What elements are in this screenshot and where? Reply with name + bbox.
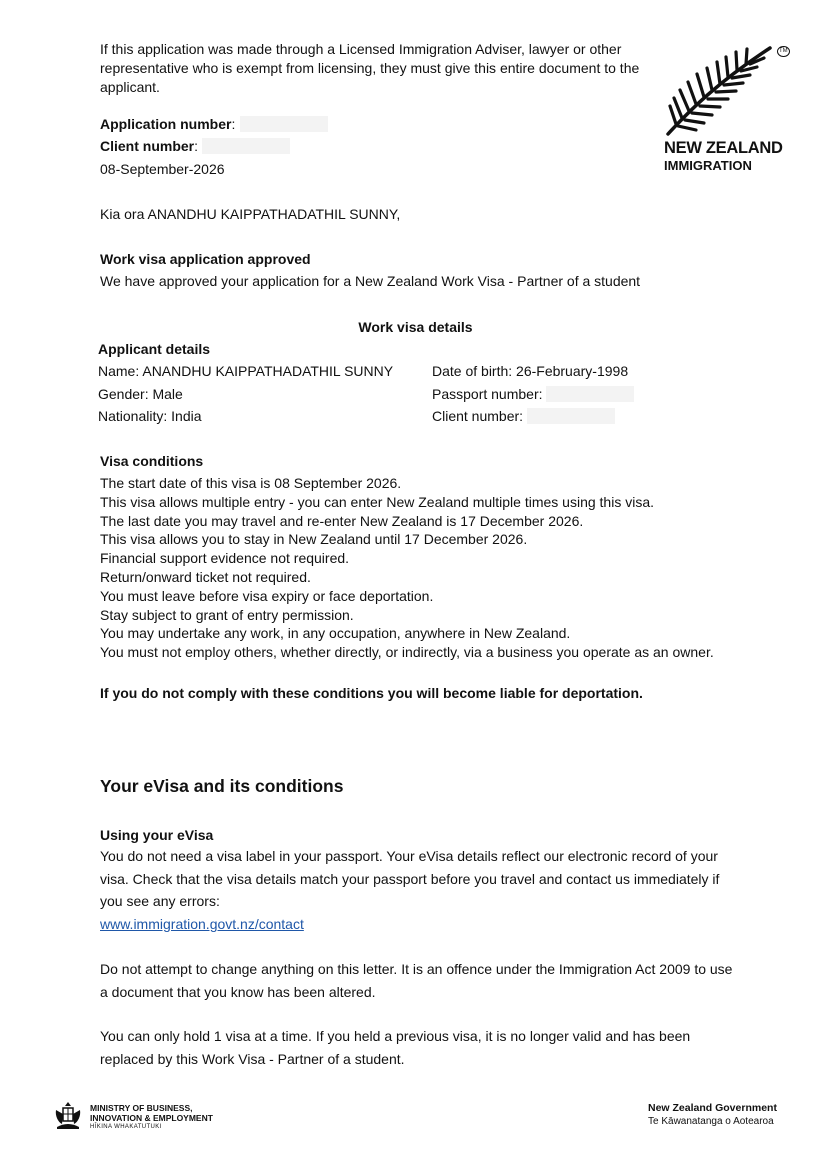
applicant-dob: Date of birth: 26-February-1998 [432,363,629,379]
contact-link[interactable]: www.immigration.govt.nz/contact [100,916,304,932]
applicant-details-heading: Applicant details [98,341,211,357]
immigration-logo [662,44,792,176]
details-client-number-row [432,407,615,426]
details-client-number-label: Client number: [432,408,524,424]
redacted-details-client-number [527,408,615,424]
one-visa-text: You can only hold 1 visa at a time. If you held a previous visa, it is no longer valid and has been replaced by this Work Visa - Partner of a student. [100,1028,691,1067]
intro-text: If this application was made through a Licensed Immigration Adviser, lawyer or other representative who is exempt from licensing, they must give this entire document to the applicant. [100,41,640,95]
applicant-gender: Gender: Male [98,386,183,402]
mbie-line1: MINISTRY OF BUSINESS, [90,1103,193,1113]
passport-number-label: Passport number: [432,386,543,402]
altered-document-text: Do not attempt to change anything on this letter. It is an offence under the Immigration Act 2009 to use a document that you know has been altered. [100,961,733,1000]
mbie-line2: INNOVATION & EMPLOYMENT [90,1113,213,1123]
mbie-line3: HĪKINA WHAKATUTUKI [90,1124,162,1130]
redacted-application-number [240,116,328,132]
condition-item: Financial support evidence not required. [100,550,350,567]
letter-date: 08-September-2026 [100,161,225,177]
condition-item: The start date of this visa is 08 September 2026. [100,475,402,491]
approval-text: We have approved your application for a New Zealand Work Visa - Partner of a student [100,273,641,289]
logo-subtitle: IMMIGRATION [664,158,752,173]
client-number-label: Client number [100,138,195,154]
deportation-warning: If you do not comply with these conditions you will become liable for deportation. [100,685,643,701]
silver-fern-icon [662,44,774,140]
coat-of-arms-icon [52,1100,84,1132]
condition-item: You may undertake any work, in any occupation, anywhere in New Zealand. [100,625,571,642]
evisa-heading: Your eVisa and its conditions [100,776,344,796]
applicant-name: Name: ANANDHU KAIPPATHADATHIL SUNNY [98,363,394,379]
condition-item: Return/onward ticket not required. [100,568,311,585]
greeting: Kia ora ANANDHU KAIPPATHADATHIL SUNNY, [100,206,401,222]
passport-number-row [432,385,634,404]
conditions-heading: Visa conditions [100,453,204,469]
approval-heading: Work visa application approved [100,251,311,267]
application-number-colon: : [231,116,236,132]
application-number-row [100,115,328,134]
condition-item: This visa allows you to stay in New Zealand until 17 December 2026. [100,531,528,548]
application-number-label: Application number [100,116,232,132]
condition-item: You must not employ others, whether directly, or indirectly, via a business you operate as an owner. [100,644,714,661]
mbie-logo [52,1100,252,1134]
redacted-passport-number [546,386,634,402]
details-title: Work visa details [358,319,473,335]
gov-line2: Te Kāwanatanga o Aotearoa [648,1116,774,1127]
condition-item: The last date you may travel and re-enter New Zealand is 17 December 2026. [100,512,584,529]
conditions-list [100,474,714,662]
trademark-mark: TM [777,46,790,57]
condition-item: Stay subject to grant of entry permission. [100,606,354,623]
gov-line1: New Zealand Government [648,1102,777,1114]
using-evisa-text: You do not need a visa label in your passport. Your eVisa details reflect our electronic record of your visa. Check that the visa details match your passport before you travel and contact us immediately if you see any errors: [100,848,720,909]
condition-item: You must leave before visa expiry or face deportation. [100,587,434,604]
logo-title: NEW ZEALAND [664,139,783,157]
condition-item: This visa allows multiple entry - you can enter New Zealand multiple times using this visa. [100,493,655,510]
redacted-client-number [202,138,290,154]
using-evisa-heading: Using your eVisa [100,827,214,843]
client-number-colon: : [194,138,199,154]
nz-government-logo [648,1102,798,1128]
applicant-nationality: Nationality: India [98,408,202,424]
client-number-row [100,137,290,156]
